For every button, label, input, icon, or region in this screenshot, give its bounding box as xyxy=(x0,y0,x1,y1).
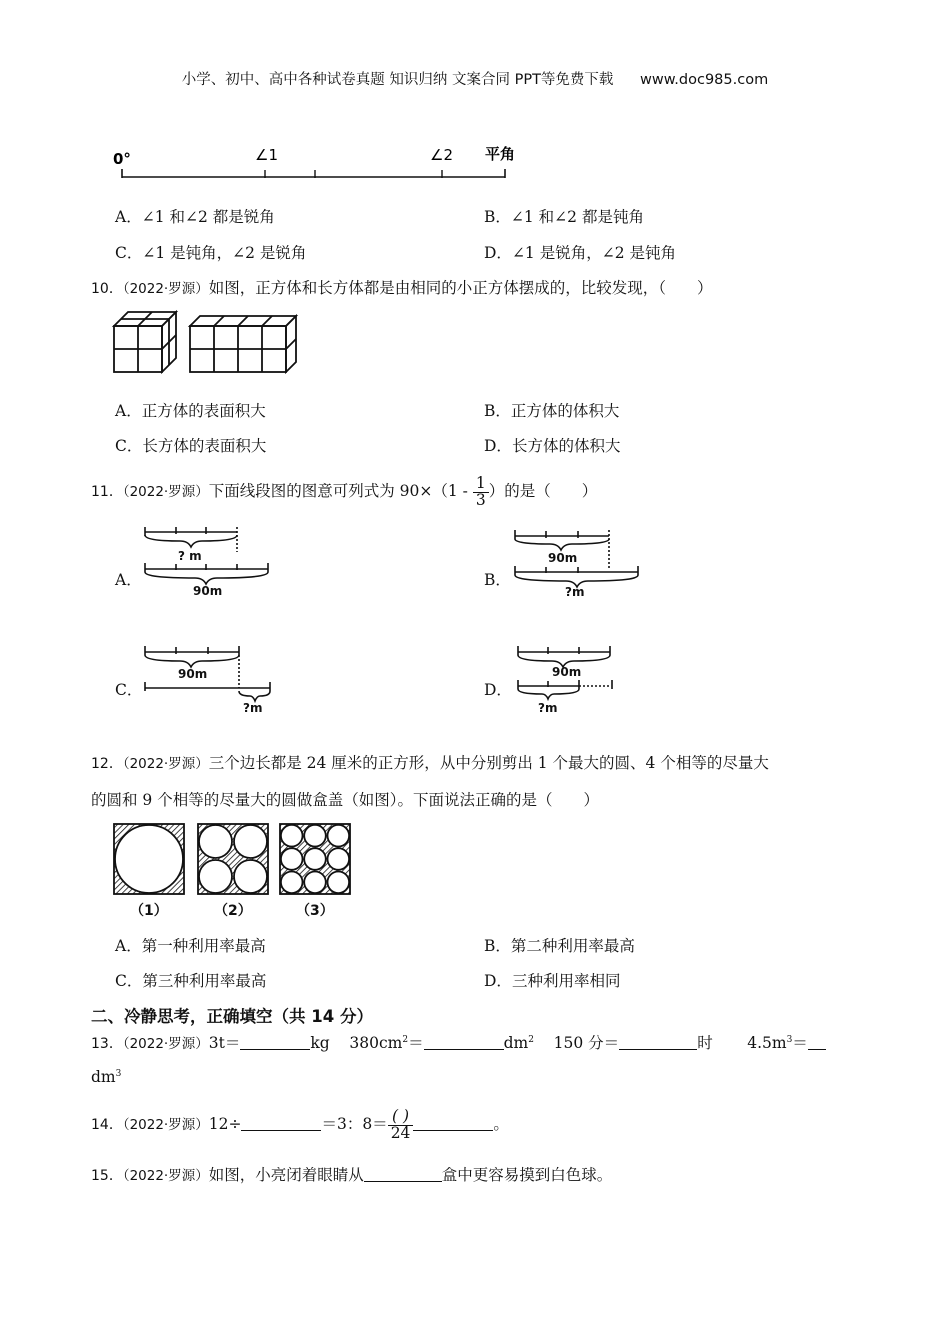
cuboid-shape xyxy=(190,316,296,372)
svg-text:? m: ? m xyxy=(178,549,202,563)
header-site-link[interactable]: www.doc985.com xyxy=(640,72,769,88)
q14-blank-1[interactable] xyxy=(241,1116,321,1131)
q10-option-d[interactable]: D．长方体的体积大 xyxy=(484,437,621,455)
q11-option-b[interactable]: B． xyxy=(484,571,511,589)
q13-stem-wrap: $dm^3$ xyxy=(91,1068,122,1086)
q11-option-d[interactable]: D． xyxy=(484,681,512,699)
q14-blank-2[interactable] xyxy=(413,1116,493,1131)
q10-option-b[interactable]: B．正方体的体积大 xyxy=(484,402,620,420)
q9-option-d[interactable]: D．∠1 是锐角，∠2 是钝角 xyxy=(484,244,676,262)
q12-option-a[interactable]: A．第一种利用率最高 xyxy=(115,937,266,955)
q10-stem: 10．（2022·罗源）如图，正方体和长方体都是由相同的小正方体摆成的，比较发现，（ ） xyxy=(91,279,713,297)
scale-straight-label: 平角 xyxy=(485,145,516,163)
q15-stem: 15．（2022·罗源）如图，小亮闭着眼睛从 盒中更容易摸到白色球。 xyxy=(91,1166,613,1184)
square-four-circles xyxy=(198,824,268,894)
q11-diagram-d xyxy=(508,640,648,716)
q14-fraction: $\frac{( )}{24}$ xyxy=(388,1109,414,1141)
q11-option-a[interactable]: A． xyxy=(115,571,142,589)
q11-option-c[interactable]: C． xyxy=(115,681,143,699)
square-one-circle xyxy=(114,824,184,894)
svg-text:90m: 90m xyxy=(552,665,582,679)
q13-blank-3[interactable] xyxy=(619,1035,697,1050)
svg-text:?m: ?m xyxy=(565,585,585,598)
q11-diagram-c xyxy=(140,640,280,716)
q11-stem: 11．（2022·罗源）下面线段图的图意可列式为 90×（1 - $\frac{1}{3}$ ）的是（ ） xyxy=(91,474,598,509)
svg-text:90m: 90m xyxy=(548,551,578,565)
svg-text:90m: 90m xyxy=(178,667,208,681)
q9-option-c[interactable]: C．∠1 是钝角，∠2 是锐角 xyxy=(115,244,307,262)
q12-stem-line1: 12．（2022·罗源）三个边长都是 24 厘米的正方形，从中分别剪出 1 个最大的圆、4 个相等的尽量大 xyxy=(91,754,769,772)
q13-blank-4[interactable] xyxy=(808,1035,826,1050)
page-header xyxy=(0,68,950,89)
q12-option-b[interactable]: B．第二种利用率最高 xyxy=(484,937,635,955)
q12-stem-line2: 的圆和 9 个相等的尽量大的圆做盒盖（如图）。下面说法正确的是（ ） xyxy=(91,791,599,809)
figure-label-1: （1） xyxy=(130,903,168,919)
header-text: 小学、初中、高中各种试卷真题 知识归纳 文案合同 PPT等免费下载 xyxy=(181,72,614,88)
cube-cuboid-figure xyxy=(110,308,300,376)
q15-blank[interactable] xyxy=(364,1167,442,1182)
q9-option-b[interactable]: B．∠1 和∠2 都是钝角 xyxy=(484,208,644,226)
q12-option-d[interactable]: D．三种利用率相同 xyxy=(484,972,621,990)
figure-label-3: （3） xyxy=(296,903,334,919)
q14-stem: 14．（2022·罗源）12÷ ＝3：8＝ $\frac{( )}{24}$ 。 xyxy=(91,1107,509,1142)
section-2-title: 二、冷静思考，正确填空（共 14 分） xyxy=(91,1007,373,1026)
q13-blank-2[interactable] xyxy=(424,1035,504,1050)
q10-option-a[interactable]: A．正方体的表面积大 xyxy=(115,402,266,420)
q9-option-a[interactable]: A．∠1 和∠2 都是锐角 xyxy=(115,208,275,226)
scale-angle1-label: ∠1 xyxy=(255,146,278,164)
q11-diagram-a xyxy=(140,526,280,598)
angle-scale-figure xyxy=(105,140,535,190)
q11-diagram-b xyxy=(508,526,648,598)
figure-label-2: （2） xyxy=(214,903,252,919)
cube-shape xyxy=(114,312,176,372)
q13-stem: 13．（2022·罗源）3t＝ kg $380cm^2= dm^2$ 150 分＝ 时 $4.5m^3=$ xyxy=(91,1031,826,1053)
q12-option-c[interactable]: C．第三种利用率最高 xyxy=(115,972,267,990)
circles-in-squares-figure xyxy=(110,820,360,925)
svg-text:90m: 90m xyxy=(193,584,223,598)
svg-text:?m: ?m xyxy=(243,701,263,715)
scale-zero-label: 0° xyxy=(113,150,131,168)
q13-blank-1[interactable] xyxy=(240,1035,310,1050)
scale-angle2-label: ∠2 xyxy=(430,146,453,164)
q11-fraction: $\frac{1}{3}$ xyxy=(473,476,489,508)
svg-text:?m: ?m xyxy=(538,701,558,715)
q10-option-c[interactable]: C．长方体的表面积大 xyxy=(115,437,267,455)
square-nine-circles xyxy=(280,824,350,894)
